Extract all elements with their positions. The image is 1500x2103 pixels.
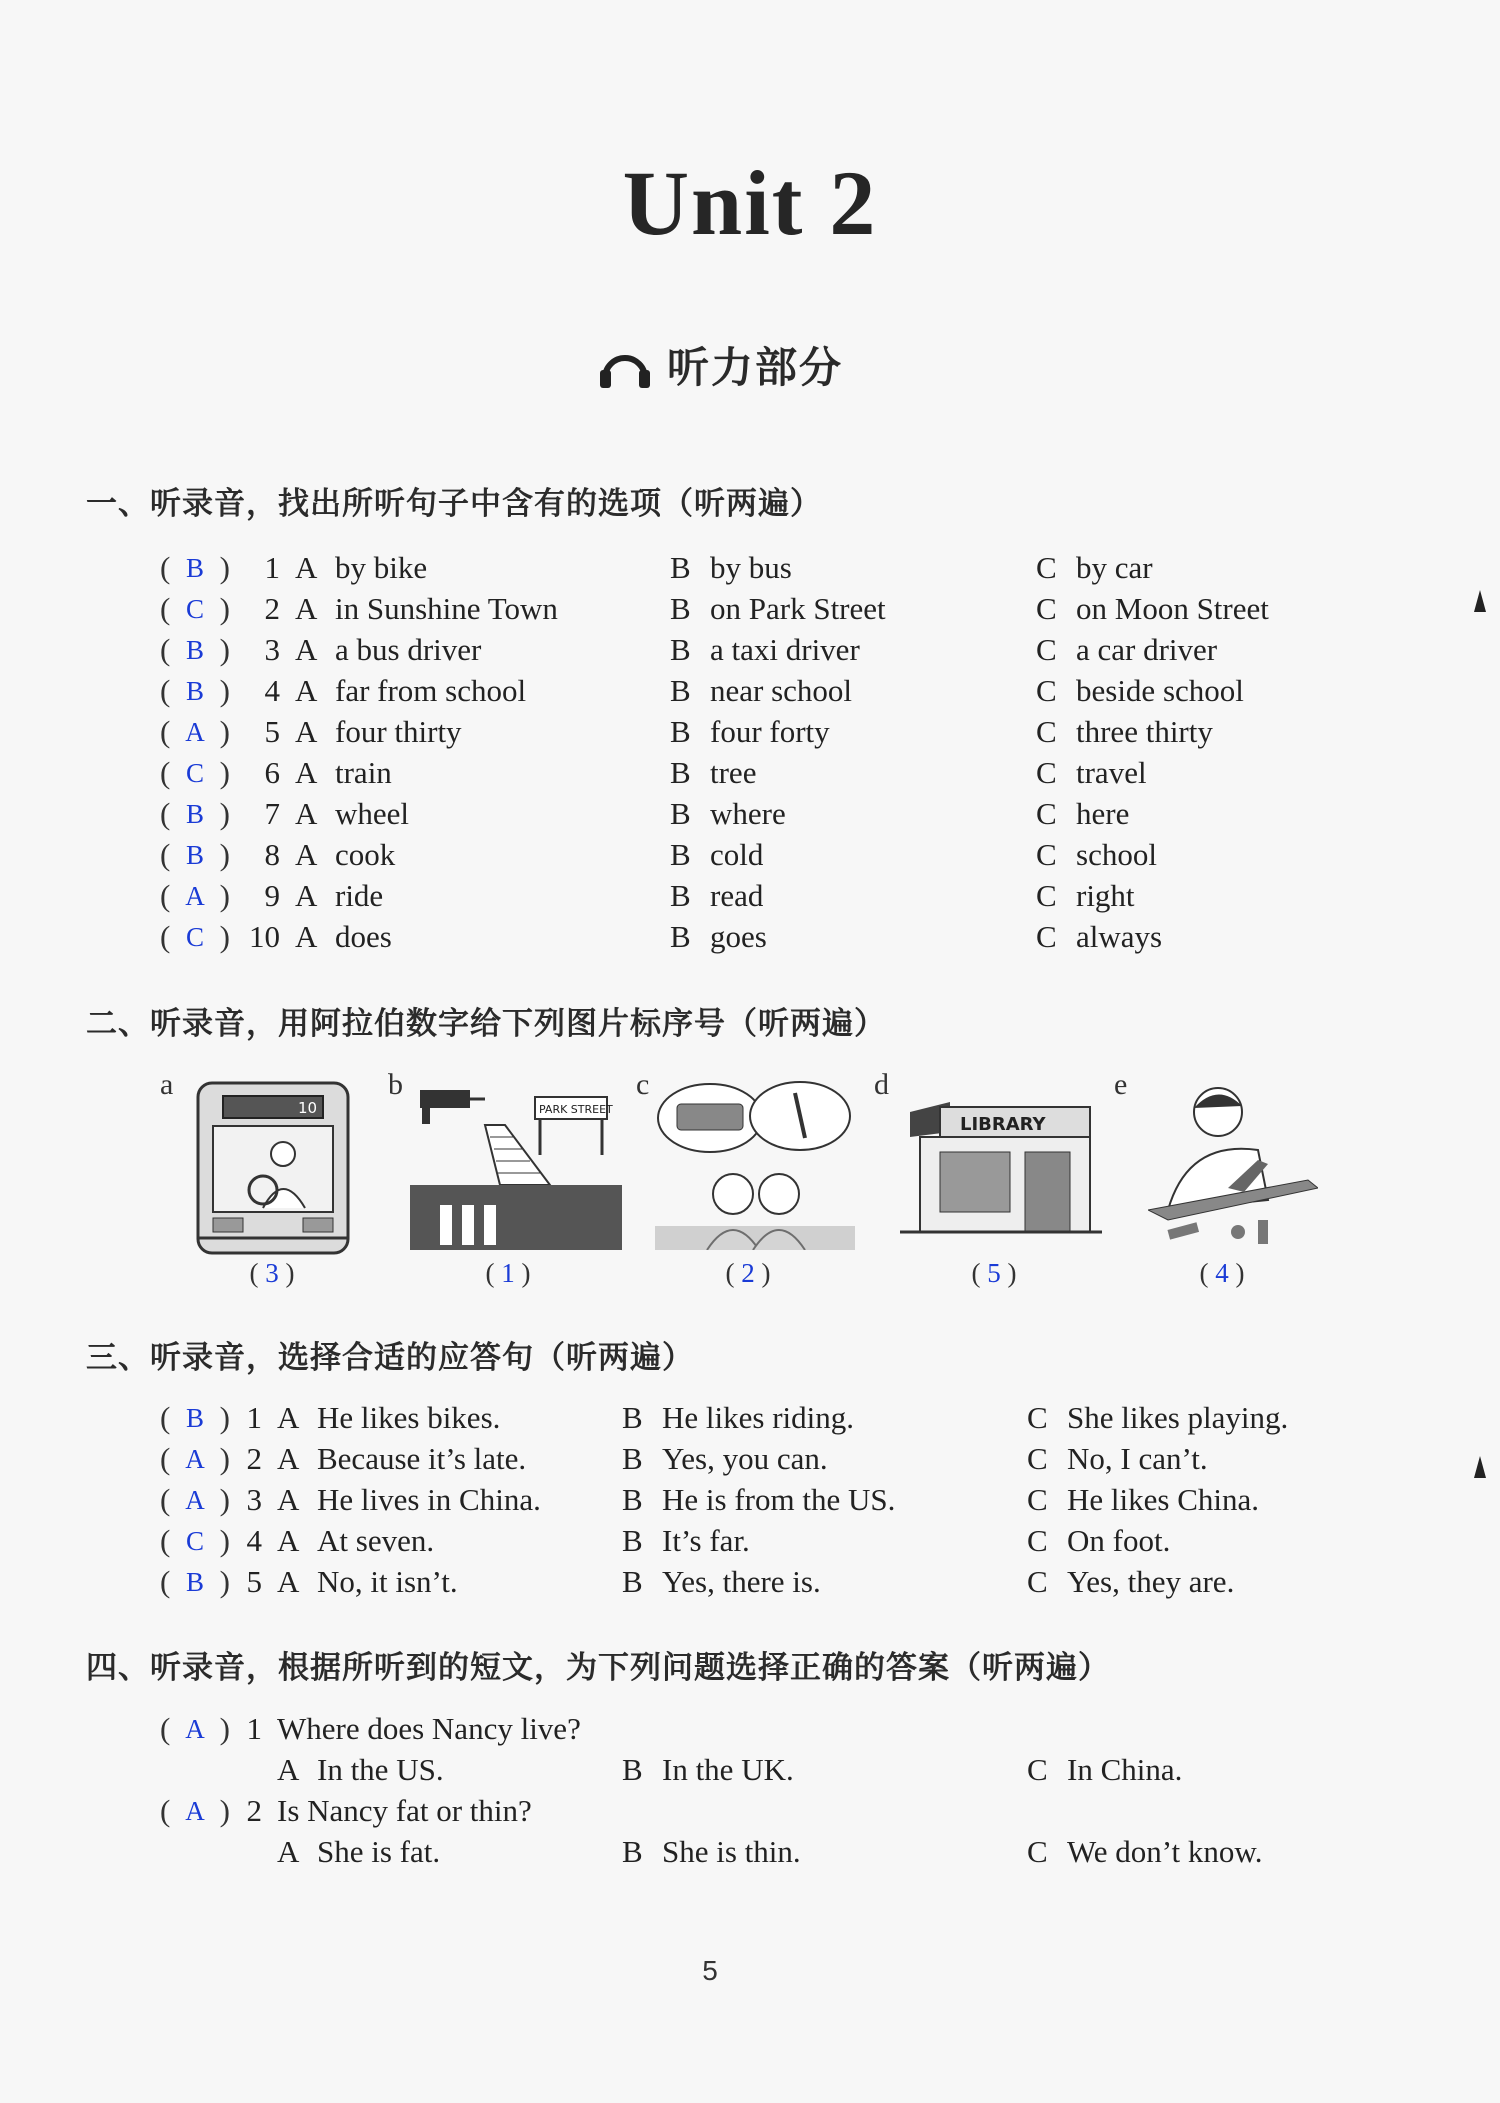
option-b: B tree — [670, 755, 757, 790]
bus-driver-picture — [193, 1078, 358, 1256]
answer-letter: A — [185, 1714, 205, 1744]
option-c: C She likes playing. — [1027, 1400, 1289, 1435]
option-b: B In the UK. — [622, 1752, 794, 1787]
answer-bracket: ( C ) — [160, 753, 230, 793]
item-number: 7 — [264, 796, 280, 831]
svg-text:LIBRARY: LIBRARY — [960, 1114, 1046, 1135]
item-number: 5 — [264, 714, 280, 749]
option-c: C He likes China. — [1027, 1482, 1259, 1517]
item-number: 5 — [246, 1564, 262, 1599]
boy-making-model-plane-picture — [1148, 1080, 1318, 1254]
answer-bracket: ( A ) — [160, 1439, 230, 1479]
answer-letter: B — [185, 1567, 204, 1597]
answer-letter: C — [185, 1526, 204, 1556]
item-number: 2 — [264, 591, 280, 626]
option-b: B by bus — [670, 550, 792, 585]
page-title: Unit 2 — [622, 152, 878, 254]
item-number: 1 — [264, 550, 280, 585]
picture-label: c — [636, 1068, 650, 1101]
section-1-title: 一、听录音，找出所听句子中含有的选项（听两遍） — [86, 486, 822, 522]
option-c: C on Moon Street — [1036, 591, 1269, 626]
svg-text:PARK STREET: PARK STREET — [539, 1103, 613, 1116]
question-text: Where does Nancy live? — [277, 1711, 581, 1746]
picture-label: a — [160, 1068, 174, 1101]
option-b: B He likes riding. — [622, 1400, 854, 1435]
option-a: A four thirty — [295, 714, 462, 749]
answer-letter: A — [185, 1444, 205, 1474]
margin-mark — [1474, 590, 1486, 612]
answer-bracket: ( B ) — [160, 630, 230, 670]
answer-letter: A — [185, 1485, 205, 1515]
answer-letter: B — [185, 635, 204, 665]
headphones-icon — [597, 340, 653, 390]
picture-answer: ( 5 ) — [971, 1258, 1017, 1288]
answer-letter: C — [185, 922, 204, 952]
picture-answer: ( 4 ) — [1199, 1258, 1245, 1288]
option-b: B Yes, there is. — [622, 1564, 821, 1599]
answer-bracket: ( C ) — [160, 589, 230, 629]
item-number: 1 — [246, 1400, 262, 1435]
option-a: A He likes bikes. — [277, 1400, 501, 1435]
option-c: C here — [1036, 796, 1130, 831]
option-b: B Yes, you can. — [622, 1441, 828, 1476]
option-c: C Yes, they are. — [1027, 1564, 1235, 1599]
item-number: 8 — [264, 837, 280, 872]
answer-bracket: ( B ) — [160, 794, 230, 834]
picture-answer: ( 2 ) — [725, 1258, 771, 1288]
answer-bracket: ( A ) — [160, 876, 230, 916]
option-a: A a bus driver — [295, 632, 482, 667]
picture-label: b — [388, 1068, 403, 1101]
option-b: B She is thin. — [622, 1834, 801, 1869]
option-b: B cold — [670, 837, 764, 872]
option-a: A In the US. — [277, 1752, 444, 1787]
answer-bracket: ( A ) — [160, 712, 230, 752]
option-b: B where — [670, 796, 786, 831]
option-b: B four forty — [670, 714, 830, 749]
option-a: A does — [295, 919, 392, 954]
svg-text:10: 10 — [298, 1099, 318, 1117]
option-c: C beside school — [1036, 673, 1244, 708]
option-a: A Because it’s late. — [277, 1441, 527, 1476]
answer-bracket: ( A ) — [160, 1709, 230, 1749]
park-street-crossing-picture — [410, 1085, 622, 1250]
listening-header — [0, 335, 1440, 395]
option-c: C We don’t know. — [1027, 1834, 1263, 1869]
answer-letter: B — [185, 676, 204, 706]
answer-bracket: ( B ) — [160, 548, 230, 588]
answer-bracket: ( B ) — [160, 1562, 230, 1602]
answer-letter: B — [185, 799, 204, 829]
option-a: A in Sunshine Town — [295, 591, 558, 626]
answer-bracket: ( A ) — [160, 1791, 230, 1831]
picture-answer: ( 1 ) — [485, 1258, 531, 1288]
answer-letter: C — [185, 758, 204, 788]
answer-letter: C — [185, 594, 204, 624]
option-a: A ride — [295, 878, 384, 913]
answer-bracket: ( C ) — [160, 917, 230, 957]
item-number: 3 — [264, 632, 280, 667]
option-c: C school — [1036, 837, 1157, 872]
option-b: B on Park Street — [670, 591, 886, 626]
section-3-title: 三、听录音，选择合适的应答句（听两遍） — [86, 1340, 694, 1376]
option-c: C In China. — [1027, 1752, 1183, 1787]
option-b: B It’s far. — [622, 1523, 750, 1558]
answer-letter: A — [185, 717, 205, 747]
option-a: A far from school — [295, 673, 527, 708]
item-number: 6 — [264, 755, 280, 790]
option-a: A cook — [295, 837, 396, 872]
section-4-title: 四、听录音，根据所听到的短文，为下列问题选择正确的答案（听两遍） — [86, 1650, 1110, 1686]
option-a: A No, it isn’t. — [277, 1564, 458, 1599]
option-a: A wheel — [295, 796, 410, 831]
section-2-title: 二、听录音，用阿拉伯数字给下列图片标序号（听两遍） — [86, 1006, 886, 1042]
option-b: B goes — [670, 919, 767, 954]
picture-answer: ( 3 ) — [249, 1258, 295, 1288]
option-c: C right — [1036, 878, 1135, 913]
margin-mark — [1474, 1456, 1486, 1478]
answer-bracket: ( B ) — [160, 1398, 230, 1438]
option-c: C by car — [1036, 550, 1153, 585]
option-c: C always — [1036, 919, 1163, 954]
children-thinking-bus-walking-picture — [655, 1078, 855, 1250]
item-number: 4 — [264, 673, 280, 708]
picture-label: d — [874, 1068, 889, 1101]
item-number: 1 — [246, 1711, 262, 1746]
item-number: 2 — [246, 1441, 262, 1476]
picture-label: e — [1114, 1068, 1128, 1101]
option-a: A train — [295, 755, 392, 790]
item-number: 10 — [249, 919, 280, 954]
answer-letter: B — [185, 553, 204, 583]
option-b: B near school — [670, 673, 853, 708]
question-text: Is Nancy fat or thin? — [277, 1793, 532, 1828]
item-number: 9 — [264, 878, 280, 913]
option-c: C three thirty — [1036, 714, 1213, 749]
item-number: 3 — [246, 1482, 262, 1517]
library-picture — [900, 1092, 1102, 1238]
page-number: 5 — [702, 1955, 718, 1986]
answer-bracket: ( A ) — [160, 1480, 230, 1520]
option-a: A She is fat. — [277, 1834, 441, 1869]
option-c: C travel — [1036, 755, 1147, 790]
option-a: A At seven. — [277, 1523, 435, 1558]
item-number: 4 — [246, 1523, 262, 1558]
answer-letter: B — [185, 1403, 204, 1433]
answer-letter: A — [185, 881, 205, 911]
option-c: C a car driver — [1036, 632, 1218, 667]
option-a: A by bike — [295, 550, 428, 585]
option-c: C No, I can’t. — [1027, 1441, 1208, 1476]
option-b: B read — [670, 878, 764, 913]
listening-header-text: 听力部分 — [666, 343, 843, 392]
answer-letter: B — [185, 840, 204, 870]
answer-bracket: ( B ) — [160, 671, 230, 711]
answer-bracket: ( C ) — [160, 1521, 230, 1561]
answer-letter: A — [185, 1796, 205, 1826]
answer-bracket: ( B ) — [160, 835, 230, 875]
option-c: C On foot. — [1027, 1523, 1171, 1558]
item-number: 2 — [246, 1793, 262, 1828]
option-b: B He is from the US. — [622, 1482, 896, 1517]
option-b: B a taxi driver — [670, 632, 860, 667]
option-a: A He lives in China. — [277, 1482, 541, 1517]
